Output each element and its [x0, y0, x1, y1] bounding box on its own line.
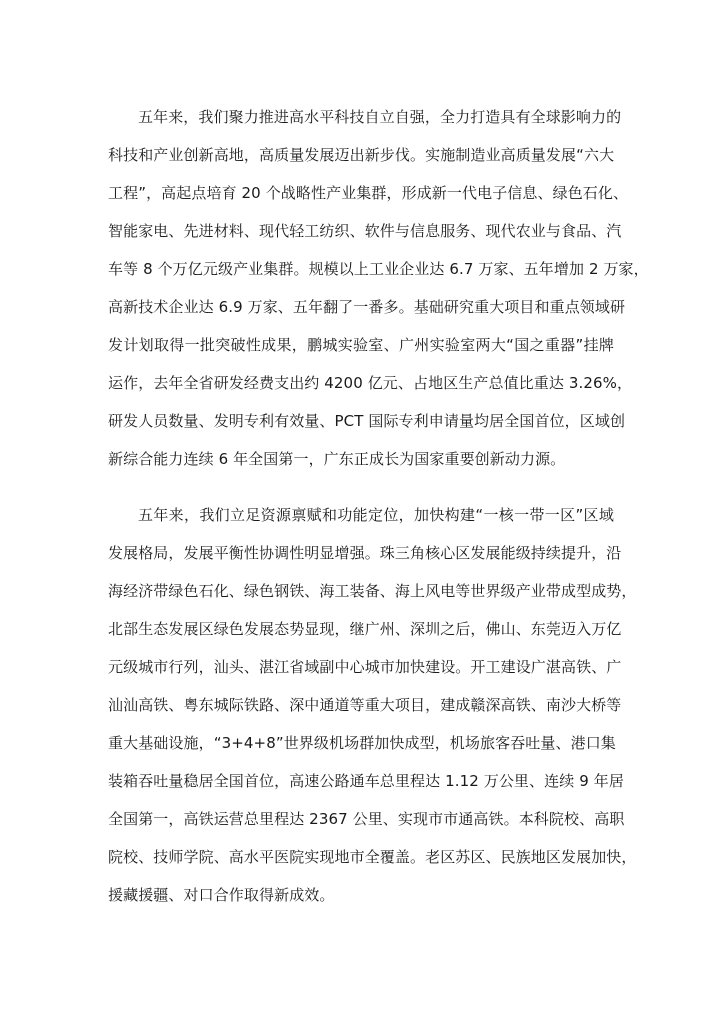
paragraph-tech-innovation [108, 98, 649, 478]
paragraph-line: 重大基础设施，“3+4+8”世界级机场群加快成型，机场旅客吞吐量、港口集 [108, 734, 616, 752]
paragraph-line: 智能家电、先进材料、现代轻工纺织、软件与信息服务、现代农业与食品、汽 [108, 222, 622, 240]
paragraph-line: 新综合能力连续 6 年全国第一，广东正成长为国家重要创新动力源。 [108, 450, 566, 468]
paragraph-line: 援藏援疆、对口合作取得新成效。 [108, 886, 335, 904]
paragraph-line: 汕汕高铁、粤东城际铁路、深中通道等重大项目，建成赣深高铁、南沙大桥等 [108, 696, 622, 714]
paragraph-line: 海经济带绿色石化、绿色钢铁、海工装备、海上风电等世界级产业带成型成势， [108, 582, 637, 600]
paragraph-line: 装箱吞吐量稳居全国首位，高速公路通车总里程达 1.12 万公里、连续 9 年居 [108, 772, 624, 790]
paragraph-line: 北部生态发展区绿色发展态势显现，继广州、深圳之后，佛山、东莞迈入万亿 [108, 620, 622, 638]
paragraph-line: 科技和产业创新高地，高质量发展迈出新步伐。实施制造业高质量发展“六大 [108, 146, 615, 164]
paragraph-line: 运作，去年全省研发经费支出约 4200 亿元、占地区生产总值比重达 3.26%， [108, 374, 633, 392]
paragraph-line: 高新技术企业达 6.9 万家、五年翻了一番多。基础研究重大项目和重点领域研 [108, 298, 626, 316]
paragraph-line: 院校、技师学院、高水平医院实现地市全覆盖。老区苏区、民族地区发展加快， [108, 848, 637, 866]
paragraph-line: 车等 8 个万亿元级产业集群。规模以上工业企业达 6.7 万家、五年增加 2 万家， [108, 260, 649, 278]
paragraph-line: 元级城市行列，汕头、湛江省域副中心城市加快建设。开工建设广湛高铁、广 [108, 658, 622, 676]
paragraph-line: 发计划取得一批突破性成果，鹏城实验室、广州实验室两大“国之重器”挂牌 [108, 336, 614, 354]
paragraph-line: 全国第一，高铁运营总里程达 2367 公里、实现市市通高铁。本科院校、高职 [108, 810, 625, 828]
paragraph-regional-development [108, 496, 637, 914]
paragraph-line: 五年来，我们立足资源禀赋和功能定位，加快构建“一核一带一区”区域 [138, 506, 614, 524]
paragraph-line: 工程”，高起点培育 20 个战略性产业集群，形成新一代电子信息、绿色石化、 [108, 184, 629, 202]
paragraph-line: 研发人员数量、发明专利有效量、PCT 国际专利申请量均居全国首位，区域创 [108, 412, 626, 430]
paragraph-line: 五年来，我们聚力推进高水平科技自立自强，全力打造具有全球影响力的 [138, 108, 622, 126]
paragraph-line: 发展格局，发展平衡性协调性明显增强。珠三角核心区发展能级持续提升，沿 [108, 544, 622, 562]
